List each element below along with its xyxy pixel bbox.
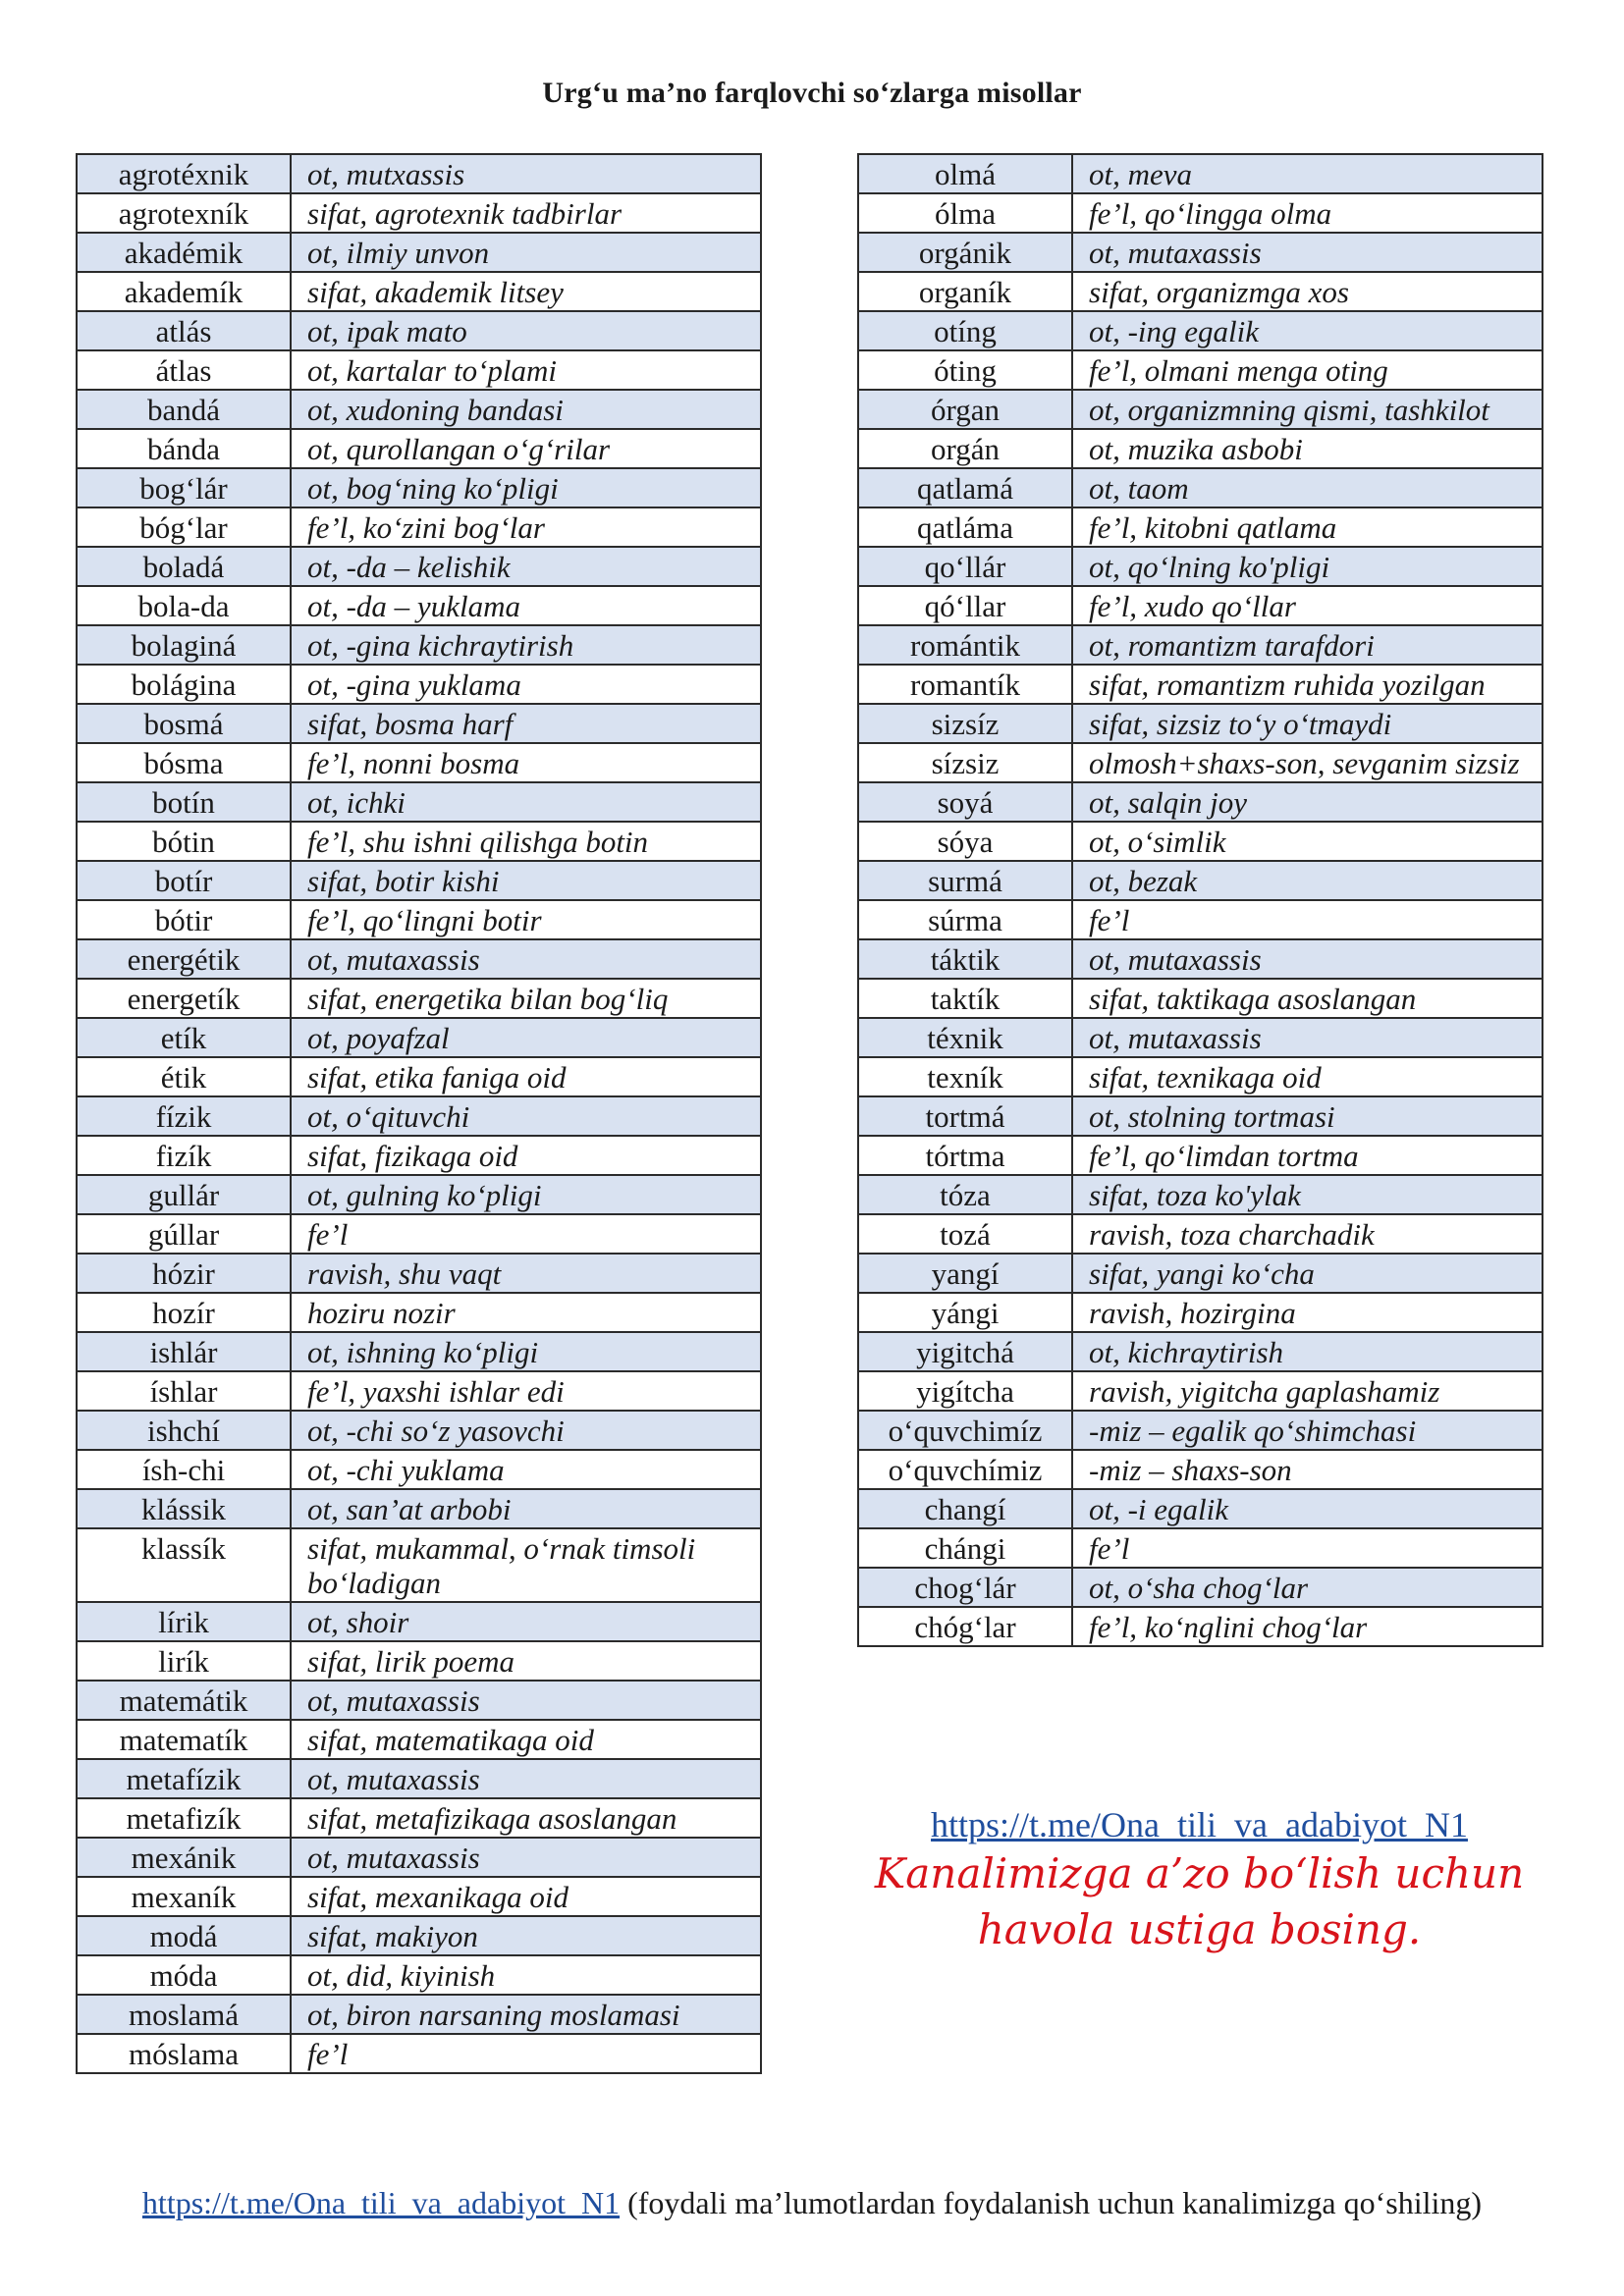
right-word-table: [857, 153, 1543, 1647]
table-row: [77, 1602, 761, 1641]
table-row: [858, 1568, 1543, 1607]
table-row: [77, 1681, 761, 1720]
meaning-cell: ot, gulning ko‘pligi: [291, 1175, 761, 1214]
table-row: [858, 1293, 1543, 1332]
meaning-cell: ot, biron narsaning moslamasi: [291, 1995, 761, 2034]
table-row: [77, 1371, 761, 1411]
meaning-cell: fe’l, ko‘zini bog‘lar: [291, 507, 761, 547]
meaning-cell: fe’l, yaxshi ishlar edi: [291, 1371, 761, 1411]
word-cell: órgan: [858, 390, 1072, 429]
meaning-cell: sifat, etika faniga oid: [291, 1057, 761, 1096]
table-row: [77, 1877, 761, 1916]
left-word-table: [76, 153, 762, 2074]
meaning-cell: -miz – egalik qo‘shimchasi: [1072, 1411, 1543, 1450]
word-cell: klassík: [77, 1528, 291, 1602]
meaning-cell: ot, did, kiyinish: [291, 1955, 761, 1995]
word-cell: o‘quvchimíz: [858, 1411, 1072, 1450]
table-row: [77, 1798, 761, 1838]
meaning-cell: ot, bezak: [1072, 861, 1543, 900]
word-cell: ísh-chi: [77, 1450, 291, 1489]
meaning-cell: ot, -i egalik: [1072, 1489, 1543, 1528]
table-row: [77, 979, 761, 1018]
word-cell: íshlar: [77, 1371, 291, 1411]
word-cell: sóya: [858, 822, 1072, 861]
promo-channel-link[interactable]: https://t.me/Ona_tili_va_adabiyot_N1: [931, 1805, 1468, 1844]
word-cell: romantík: [858, 665, 1072, 704]
table-row: [77, 468, 761, 507]
meaning-cell: sifat, bosma harf: [291, 704, 761, 743]
table-row: [77, 1916, 761, 1955]
table-row: [858, 1175, 1543, 1214]
meaning-cell: ot, xudoning bandasi: [291, 390, 761, 429]
meaning-cell: ot, mutaxassis: [1072, 939, 1543, 979]
word-cell: o‘quvchímiz: [858, 1450, 1072, 1489]
table-row: [858, 468, 1543, 507]
word-cell: téxnik: [858, 1018, 1072, 1057]
table-row: [77, 900, 761, 939]
meaning-cell: ot, mutaxassis: [291, 1681, 761, 1720]
word-cell: energétik: [77, 939, 291, 979]
table-row: [858, 900, 1543, 939]
meaning-cell: ot, -da – kelishik: [291, 547, 761, 586]
word-cell: fizík: [77, 1136, 291, 1175]
word-cell: bolágina: [77, 665, 291, 704]
word-cell: matematík: [77, 1720, 291, 1759]
meaning-cell: ot, -da – yuklama: [291, 586, 761, 625]
table-row: [77, 1838, 761, 1877]
table-row: [77, 704, 761, 743]
meaning-cell: sifat, makiyon: [291, 1916, 761, 1955]
table-row: [858, 625, 1543, 665]
meaning-cell: ot, o‘sha chog‘lar: [1072, 1568, 1543, 1607]
table-row: [77, 233, 761, 272]
table-row: [858, 861, 1543, 900]
table-row: [77, 1332, 761, 1371]
word-cell: atlás: [77, 311, 291, 350]
page-title: Urg‘u ma’no farqlovchi so‘zlarga misollar: [542, 77, 1082, 109]
meaning-cell: -miz – shaxs-son: [1072, 1450, 1543, 1489]
word-cell: agrotexník: [77, 193, 291, 233]
meaning-cell: ot, ipak mato: [291, 311, 761, 350]
word-cell: étik: [77, 1057, 291, 1096]
meaning-cell: fe’l: [291, 2034, 761, 2073]
meaning-cell: fe’l: [1072, 900, 1543, 939]
word-cell: mexánik: [77, 1838, 291, 1877]
word-cell: akadémik: [77, 233, 291, 272]
meaning-cell: sifat, agrotexnik tadbirlar: [291, 193, 761, 233]
table-row: [858, 1018, 1543, 1057]
word-cell: tórtma: [858, 1136, 1072, 1175]
meaning-cell: sifat, texnikaga oid: [1072, 1057, 1543, 1096]
table-row: [858, 1450, 1543, 1489]
meaning-cell: fe’l, shu ishni qilishga botin: [291, 822, 761, 861]
meaning-cell: sifat, romantizm ruhida yozilgan: [1072, 665, 1543, 704]
word-cell: gullár: [77, 1175, 291, 1214]
word-cell: bosmá: [77, 704, 291, 743]
word-cell: orgán: [858, 429, 1072, 468]
table-row: [77, 1528, 761, 1602]
table-row: [77, 1759, 761, 1798]
meaning-cell: fe’l: [1072, 1528, 1543, 1568]
table-row: [77, 1096, 761, 1136]
table-row: [858, 547, 1543, 586]
promo-text-line-1: Kanalimizga a’zo bo‘lish uchun: [874, 1849, 1525, 1897]
table-row: [858, 1489, 1543, 1528]
table-row: [77, 1018, 761, 1057]
meaning-cell: ot, qurollangan o‘g‘rilar: [291, 429, 761, 468]
meaning-cell: sifat, matematikaga oid: [291, 1720, 761, 1759]
meaning-cell: ravish, shu vaqt: [291, 1254, 761, 1293]
table-row: [77, 1411, 761, 1450]
promo-block: [857, 1804, 1542, 1957]
meaning-cell: fe’l, olmani menga oting: [1072, 350, 1543, 390]
meaning-cell: ot, ilmiy unvon: [291, 233, 761, 272]
table-row: [77, 1136, 761, 1175]
word-cell: bánda: [77, 429, 291, 468]
word-cell: súrma: [858, 900, 1072, 939]
meaning-cell: ot, shoir: [291, 1602, 761, 1641]
meaning-cell: sifat, energetika bilan bog‘liq: [291, 979, 761, 1018]
meaning-cell: fe’l, qo‘lingni botir: [291, 900, 761, 939]
word-cell: akademík: [77, 272, 291, 311]
meaning-cell: fe’l, xudo qo‘llar: [1072, 586, 1543, 625]
word-cell: ishlár: [77, 1332, 291, 1371]
word-cell: chóg‘lar: [858, 1607, 1072, 1646]
table-row: [77, 1214, 761, 1254]
meaning-cell: ot, mutaxassis: [291, 939, 761, 979]
table-row: [858, 154, 1543, 193]
word-cell: bolaginá: [77, 625, 291, 665]
table-row: [858, 979, 1543, 1018]
word-cell: metafizík: [77, 1798, 291, 1838]
meaning-cell: sifat, mukammal, o‘rnak timsoli bo‘ladigan: [291, 1528, 761, 1602]
word-cell: etík: [77, 1018, 291, 1057]
meaning-cell: fe’l: [291, 1214, 761, 1254]
word-cell: olmá: [858, 154, 1072, 193]
meaning-cell: ot, meva: [1072, 154, 1543, 193]
promo-text-line-2: havola ustiga bosing.: [977, 1905, 1422, 1953]
meaning-cell: fe’l, nonni bosma: [291, 743, 761, 782]
meaning-cell: ot, -ing egalik: [1072, 311, 1543, 350]
meaning-cell: ot, salqin joy: [1072, 782, 1543, 822]
table-row: [858, 311, 1543, 350]
word-cell: hózir: [77, 1254, 291, 1293]
meaning-cell: sifat, sizsiz to‘y o‘tmaydi: [1072, 704, 1543, 743]
meaning-cell: sifat, akademik litsey: [291, 272, 761, 311]
table-row: [77, 1293, 761, 1332]
meaning-cell: ravish, toza charchadik: [1072, 1214, 1543, 1254]
table-row: [858, 782, 1543, 822]
table-row: [858, 429, 1543, 468]
meaning-cell: ot, -gina yuklama: [291, 665, 761, 704]
meaning-cell: sifat, metafizikaga asoslangan: [291, 1798, 761, 1838]
word-cell: matemátik: [77, 1681, 291, 1720]
meaning-cell: olmosh+shaxs-son, sevganim sizsiz: [1072, 743, 1543, 782]
table-row: [858, 193, 1543, 233]
meaning-cell: ot, mutaxassis: [291, 1759, 761, 1798]
word-cell: sizsíz: [858, 704, 1072, 743]
meaning-cell: ot, bog‘ning ko‘pligi: [291, 468, 761, 507]
table-row: [77, 547, 761, 586]
word-cell: yangí: [858, 1254, 1072, 1293]
word-cell: taktík: [858, 979, 1072, 1018]
meaning-cell: ot, mutaxassis: [1072, 233, 1543, 272]
table-row: [858, 822, 1543, 861]
meaning-cell: ot, -chi yuklama: [291, 1450, 761, 1489]
word-cell: tortmá: [858, 1096, 1072, 1136]
meaning-cell: ravish, hozirgina: [1072, 1293, 1543, 1332]
table-row: [77, 2034, 761, 2073]
table-row: [77, 861, 761, 900]
meaning-cell: ot, organizmning qismi, tashkilot: [1072, 390, 1543, 429]
word-cell: mexaník: [77, 1877, 291, 1916]
table-row: [858, 233, 1543, 272]
word-cell: ishchí: [77, 1411, 291, 1450]
word-cell: tozá: [858, 1214, 1072, 1254]
table-row: [77, 586, 761, 625]
meaning-cell: fe’l, qo‘limdan tortma: [1072, 1136, 1543, 1175]
table-row: [858, 743, 1543, 782]
meaning-cell: sifat, fizikaga oid: [291, 1136, 761, 1175]
table-row: [858, 704, 1543, 743]
word-cell: agrotéxnik: [77, 154, 291, 193]
meaning-cell: ot, san’at arbobi: [291, 1489, 761, 1528]
table-row: [77, 1254, 761, 1293]
table-row: [858, 507, 1543, 547]
word-cell: bandá: [77, 390, 291, 429]
meaning-cell: ravish, yigitcha gaplashamiz: [1072, 1371, 1543, 1411]
word-cell: lírik: [77, 1602, 291, 1641]
meaning-cell: ot, taom: [1072, 468, 1543, 507]
table-row: [77, 272, 761, 311]
table-row: [77, 1955, 761, 1995]
table-row: [77, 350, 761, 390]
table-row: [858, 939, 1543, 979]
meaning-cell: sifat, lirik poema: [291, 1641, 761, 1681]
table-row: [77, 743, 761, 782]
word-cell: chog‘lár: [858, 1568, 1072, 1607]
table-row: [858, 1332, 1543, 1371]
word-cell: boladá: [77, 547, 291, 586]
word-cell: otíng: [858, 311, 1072, 350]
word-cell: klássik: [77, 1489, 291, 1528]
table-row: [858, 665, 1543, 704]
meaning-cell: ot, mutaxassis: [291, 1838, 761, 1877]
word-cell: botín: [77, 782, 291, 822]
table-row: [858, 1371, 1543, 1411]
table-row: [77, 1175, 761, 1214]
table-row: [858, 586, 1543, 625]
word-cell: sízsiz: [858, 743, 1072, 782]
word-cell: bótin: [77, 822, 291, 861]
word-cell: móda: [77, 1955, 291, 1995]
meaning-cell: ot, stolning tortmasi: [1072, 1096, 1543, 1136]
meaning-cell: sifat, toza ko'ylak: [1072, 1175, 1543, 1214]
meaning-cell: ot, poyafzal: [291, 1018, 761, 1057]
word-cell: lirík: [77, 1641, 291, 1681]
table-row: [77, 507, 761, 547]
meaning-cell: ot, kichraytirish: [1072, 1332, 1543, 1371]
word-cell: yángi: [858, 1293, 1072, 1332]
table-row: [77, 154, 761, 193]
table-row: [858, 1214, 1543, 1254]
meaning-cell: ot, -gina kichraytirish: [291, 625, 761, 665]
table-row: [77, 1450, 761, 1489]
table-row: [77, 939, 761, 979]
table-row: [858, 1136, 1543, 1175]
table-row: [77, 1720, 761, 1759]
word-cell: yigitchá: [858, 1332, 1072, 1371]
right-table-body: [858, 154, 1543, 1646]
word-cell: romántik: [858, 625, 1072, 665]
meaning-cell: ot, ishning ko‘pligi: [291, 1332, 761, 1371]
footer: [0, 2185, 1624, 2221]
table-row: [77, 311, 761, 350]
word-cell: hozír: [77, 1293, 291, 1332]
meaning-cell: sifat, organizmga xos: [1072, 272, 1543, 311]
word-cell: átlas: [77, 350, 291, 390]
table-row: [77, 782, 761, 822]
word-cell: qatláma: [858, 507, 1072, 547]
table-row: [858, 1057, 1543, 1096]
word-cell: organík: [858, 272, 1072, 311]
meaning-cell: fe’l, qo‘lingga olma: [1072, 193, 1543, 233]
word-cell: gúllar: [77, 1214, 291, 1254]
table-row: [858, 1254, 1543, 1293]
word-cell: óting: [858, 350, 1072, 390]
meaning-cell: hoziru nozir: [291, 1293, 761, 1332]
word-cell: changí: [858, 1489, 1072, 1528]
word-cell: bog‘lár: [77, 468, 291, 507]
table-row: [858, 272, 1543, 311]
word-cell: móslama: [77, 2034, 291, 2073]
table-row: [77, 665, 761, 704]
left-table-body: [77, 154, 761, 2073]
table-row: [77, 625, 761, 665]
table-row: [77, 1057, 761, 1096]
meaning-cell: fe’l, ko‘nglini chog‘lar: [1072, 1607, 1543, 1646]
word-cell: qó‘llar: [858, 586, 1072, 625]
table-row: [77, 1489, 761, 1528]
meaning-cell: ot, qo‘lning ko'pligi: [1072, 547, 1543, 586]
word-cell: bóg‘lar: [77, 507, 291, 547]
table-row: [858, 1607, 1543, 1646]
word-cell: qo‘llár: [858, 547, 1072, 586]
word-cell: qatlamá: [858, 468, 1072, 507]
meaning-cell: sifat, mexanikaga oid: [291, 1877, 761, 1916]
table-row: [858, 390, 1543, 429]
word-cell: texník: [858, 1057, 1072, 1096]
word-cell: bola-da: [77, 586, 291, 625]
word-cell: orgánik: [858, 233, 1072, 272]
word-cell: táktik: [858, 939, 1072, 979]
word-cell: surmá: [858, 861, 1072, 900]
word-cell: soyá: [858, 782, 1072, 822]
word-cell: botír: [77, 861, 291, 900]
table-row: [858, 1411, 1543, 1450]
table-row: [77, 193, 761, 233]
meaning-cell: ot, romantizm tarafdori: [1072, 625, 1543, 665]
table-row: [77, 390, 761, 429]
meaning-cell: ot, muzika asbobi: [1072, 429, 1543, 468]
word-cell: metafízik: [77, 1759, 291, 1798]
word-cell: modá: [77, 1916, 291, 1955]
meaning-cell: ot, kartalar to‘plami: [291, 350, 761, 390]
word-cell: ólma: [858, 193, 1072, 233]
table-row: [77, 1641, 761, 1681]
table-row: [858, 1528, 1543, 1568]
word-cell: tóza: [858, 1175, 1072, 1214]
meaning-cell: sifat, yangi ko‘cha: [1072, 1254, 1543, 1293]
meaning-cell: ot, mutxassis: [291, 154, 761, 193]
word-cell: fízik: [77, 1096, 291, 1136]
word-cell: energetík: [77, 979, 291, 1018]
word-cell: yigítcha: [858, 1371, 1072, 1411]
table-row: [858, 350, 1543, 390]
meaning-cell: ot, o‘qituvchi: [291, 1096, 761, 1136]
table-row: [77, 1995, 761, 2034]
word-cell: bótir: [77, 900, 291, 939]
word-cell: moslamá: [77, 1995, 291, 2034]
word-cell: chángi: [858, 1528, 1072, 1568]
table-row: [77, 822, 761, 861]
meaning-cell: ot, mutaxassis: [1072, 1018, 1543, 1057]
meaning-cell: ot, o‘simlik: [1072, 822, 1543, 861]
table-row: [858, 1096, 1543, 1136]
footer-text: (foydali ma’lumotlardan foydalanish uchun kanalimizga qo‘shiling): [620, 2185, 1483, 2220]
meaning-cell: ot, ichki: [291, 782, 761, 822]
meaning-cell: sifat, botir kishi: [291, 861, 761, 900]
meaning-cell: ot, -chi so‘z yasovchi: [291, 1411, 761, 1450]
table-row: [77, 429, 761, 468]
footer-channel-link[interactable]: https://t.me/Ona_tili_va_adabiyot_N1: [141, 2185, 621, 2220]
meaning-cell: sifat, taktikaga asoslangan: [1072, 979, 1543, 1018]
meaning-cell: fe’l, kitobni qatlama: [1072, 507, 1543, 547]
word-cell: bósma: [77, 743, 291, 782]
